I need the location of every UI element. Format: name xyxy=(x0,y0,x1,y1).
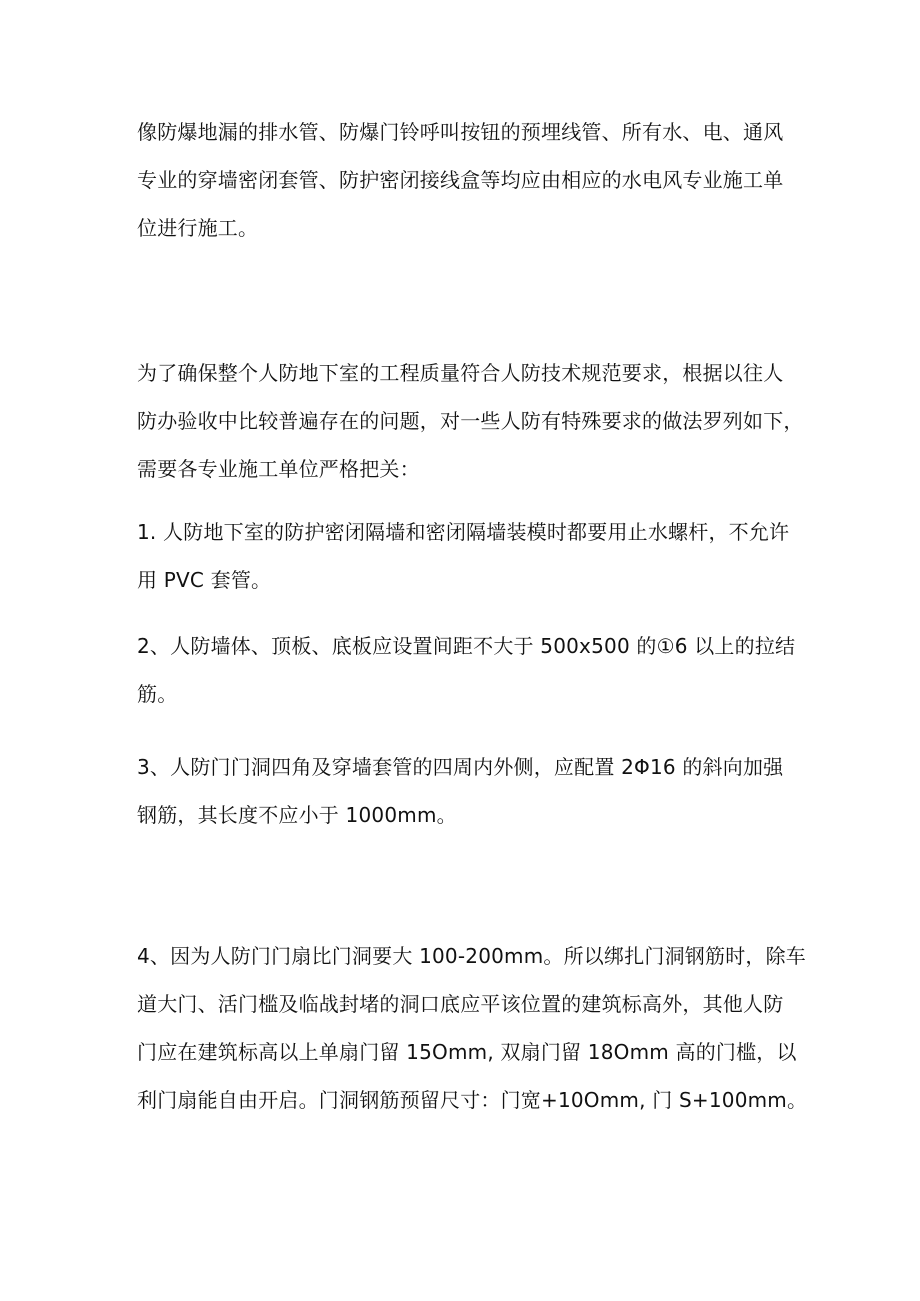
document-page: 像防爆地漏的排水管、防爆门铃呼叫按钮的预埋线管、所有水、电、通风 专业的穿墙密闭套管、防护密闭接线盒等均应由相应的水电风专业施工单 位进行施工。 为了确保整个人防地下室的工程质量符合人防技术规范要求，根据以往人 防办验收中比较普遍存在的问题，对一些人防有特殊要求的做法罗列如下， 需要各专业施工单位严格把关： 1. 人防地下室的防护密闭隔墙和密闭隔墙装模时都要用止水螺杆，不允许 用 PVC 套管。 2、人防墙体、顶板、底板应设置间距不大于 500x500 的①6 以上的拉结 筋。 3、人防门门洞四角及穿墙套管的四周内外侧，应配置 2Φ16 的斜向加强 钢筋，其长度不应小于 1000mm。 4、因为人防门门扇比门洞要大 100-200mm。所以绑扎门洞钢筋时，除车 道大门、活门槛及临战封堵的洞口底应平该位置的建筑标高外，其他人防 门应在建筑标高以上单扇门留 15Omm, 双扇门留 18Omm 高的门槛，以 利门扇能自由开启。门洞钢筋预留尺寸：门宽+10Omm, 门 S+100mm。 xyxy=(137,120,808,1112)
